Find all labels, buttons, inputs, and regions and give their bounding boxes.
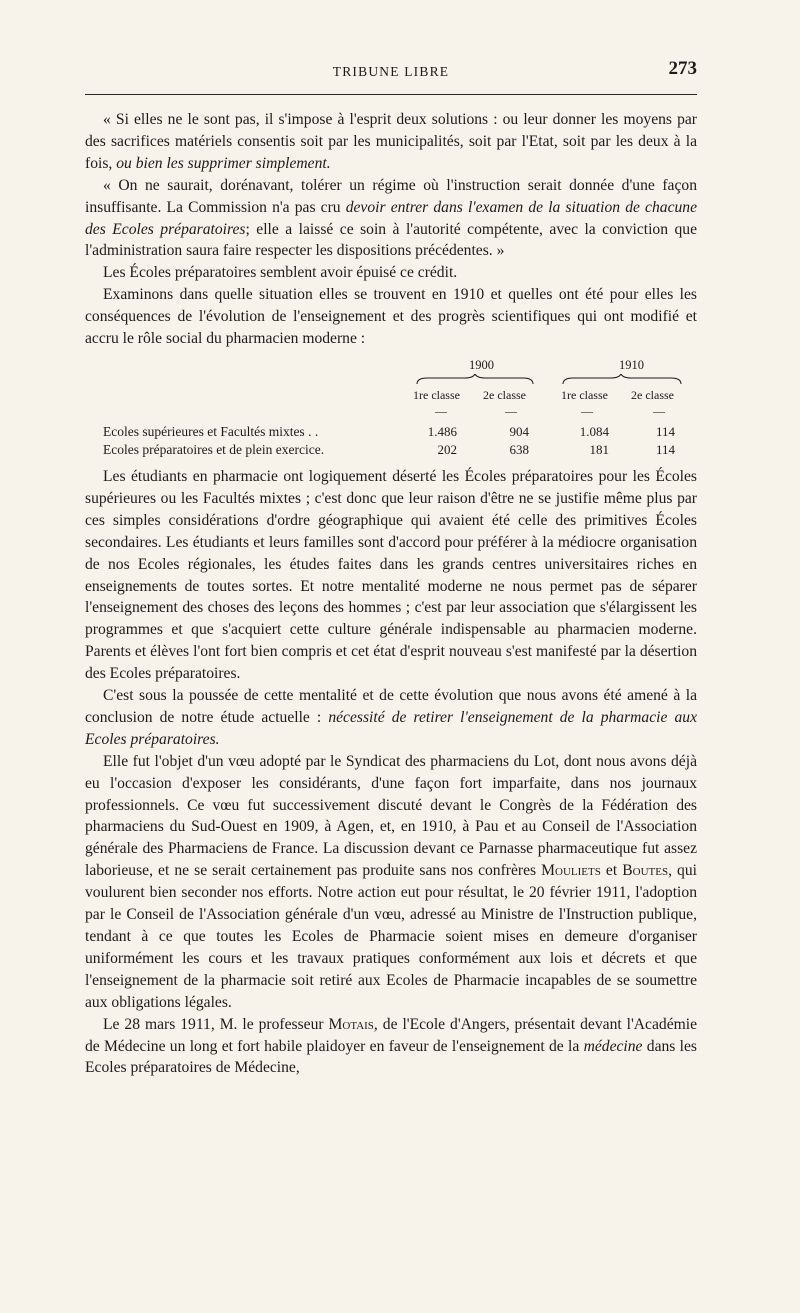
column-dash: — <box>653 403 665 418</box>
class-header-3: 1re classe <box>561 387 608 402</box>
class-header-2: 2e classe <box>483 387 526 402</box>
column-dash: — <box>505 403 517 418</box>
paragraph-4-text: C'est sous la poussée de cette mentalité et de cette évolution que nous avons été amené à la conclusion de notre étude actuelle : <box>85 687 697 726</box>
year-braces <box>415 374 695 386</box>
table-cell: 904 <box>509 423 529 439</box>
column-dash: — <box>581 403 593 418</box>
paragraph-6-text-c: dans les Ecoles préparatoires de Médecine, <box>85 1037 698 1077</box>
quote-emphasis-2: devoir entrer dans l'examen de la situation de chacune des Ecoles préparatoires <box>85 198 698 238</box>
row-label-2: Ecoles préparatoires et de plein exercice. <box>103 441 325 457</box>
running-title: TRIBUNE LIBRE <box>332 64 450 79</box>
table-cell: 181 <box>589 441 609 457</box>
paragraph-3: Les étudiants en pharmacie ont logiquement déserté les Écoles préparatoires pour les Écoles supérieures ou les Facultés mixtes ; c'est donc que leur raison d'être ne se justifie même plus par ces simples considérations d'ordre géographique qui avaient été celle des primitives Écoles secondaires. Les étudiants et leurs familles sont d'accord pour préférer à la médiocre organisation de nos Ecoles régionales, les études faites dans les grands centres universitaires riches en enseignements de toutes sortes. Et notre mentalité moderne ne nous permet pas de séparer l'enseignement des choses des leçons des hommes ; c'est par leur association que s'élargissent les programmes et que s'acquiert cette culture générale indispensable au pharmacien moderne. Parents et élèves l'ont fort bien compris et cet état d'esprit nouveau s'est manifesté par la désertion des Ecoles préparatoires. <box>85 467 697 683</box>
year-header-1910: 1910 <box>619 357 644 372</box>
paragraph-5 <box>85 751 697 1014</box>
table-cell: 202 <box>437 441 457 457</box>
quote-paragraph-2: « On ne saurait, dorénavant, tolérer un régime où l'instruction serait donnée d'une façon insuffisante. La Commission n'a pas cru devoir entrer dans l'examen de la situation de chacune des Ecoles préparatoires; elle a laissé ce soin à l'autorité compétente, avec la conviction que l'administration saura faire respecter les dispositions précédentes. » <box>85 176 698 260</box>
name-mouliets: Mouliets <box>541 862 601 880</box>
paragraph-2: Examinons dans quelle situation elles se trouvent en 1910 et quelles ont été pour elles les conséquences de l'évolution de l'enseignement et des progrès scientifiques qui ont modifié et accru le rôle social du pharmacien moderne : <box>85 286 697 348</box>
paragraph-6 <box>85 1014 697 1080</box>
paragraph-4 <box>85 685 697 751</box>
table-cell: 114 <box>655 441 675 457</box>
paragraph-5-text-b: , qui voulurent bien seconder nos efforts. Notre action eut pour résultat, le 20 février 1911, l'adoption par le Conseil de l'Association générale d'un vœu, adressé au Ministre de l'Instruction publique, tendant à ce que toutes les Ecoles de Pharmacie soient mises en demeure d'organiser uniformément les cours et les travaux pratiques conformément aux lois et décrets et que l'enseignement de la pharmacie soit retiré aux Ecoles de Pharmacie incapables de se soumettre aux obligations légales. <box>85 862 697 1011</box>
quote-text-2: On ne saurait, dorénavant, tolérer un régime où l'instruction serait donnée d'une façon insuffisante. La Commission n'a pas cru <box>85 176 697 216</box>
row-label-1: Ecoles supérieures et Facultés mixtes . . <box>103 423 319 439</box>
name-motais: Motais <box>328 1015 374 1033</box>
paragraph-1: Les Écoles préparatoires semblent avoir épuisé ce crédit. <box>103 264 458 282</box>
page <box>85 58 697 1079</box>
year-header-1900: 1900 <box>469 357 494 372</box>
class-header-4: 2e classe <box>631 387 674 402</box>
paragraph-6-text-b: , de l'Ecole d'Angers, présentait devant l'Académie de Médecine un long et fort habile plaidoyer en faveur de l'enseignement de la <box>85 1015 698 1055</box>
paragraph-6-emphasis: médecine <box>583 1037 643 1055</box>
quote-emphasis-1: ou bien les supprimer simplement. <box>116 154 331 172</box>
statistics-table <box>85 354 697 466</box>
column-dash: — <box>435 403 447 418</box>
quote-text-1: Si elles ne le sont pas, il s'impose à l'esprit deux solutions : ou leur donner les moyens par des sacrifices matériels consentis soit par les municipalités, soit par l'Etat, soit par les deux à la fois, <box>85 111 697 172</box>
table-cell: 1.486 <box>427 423 457 439</box>
paragraph-6-text-a: Le 28 mars 1911, M. le professeur <box>103 1015 324 1033</box>
header-rule <box>85 94 697 95</box>
paragraph-5-text-a: Elle fut l'objet d'un vœu adopté par le Syndicat des pharmaciens du Lot, dont nous avons déjà eu l'occasion d'exposer les considérants, d'une façon fort imparfaite, dans nos journaux professionnels. Ce vœu fut successivement discuté devant le Congrès de la Fédération des pharmaciens du Sud-Ouest en 1909, à Agen, et, en 1910, à Pau et au Conseil de l'Association générale des Pharmaciens de France. La discussion devant ce Parnasse pharmaceutique fut assez laborieuse, et ne se serait certainement pas produite sans nos confrères <box>85 752 697 880</box>
quote-paragraph-1: « Si elles ne le sont pas, il s'impose à l'esprit deux solutions : ou leur donner les moyens par des sacrifices matériels consentis soit par les municipalités, soit par l'Etat, soit par les deux à la fois, ou bien les supprimer simplement. <box>85 111 697 172</box>
table-cell: 638 <box>509 441 529 457</box>
body-text <box>85 109 697 1079</box>
table-cell: 1.084 <box>579 423 609 439</box>
class-header-1: 1re classe <box>413 387 460 402</box>
paragraph-4-emphasis: nécessité de retirer l'enseignement de la pharmacie aux Ecoles préparatoires. <box>85 708 697 748</box>
conjunction: et <box>605 862 618 880</box>
page-header <box>85 58 697 86</box>
quote-text-3: ; elle a laissé ce soin à l'autorité compétente, avec la conviction que l'administration saura faire respecter les dispositions précédentes. » <box>85 220 697 260</box>
table-cell: 114 <box>655 423 675 439</box>
name-boutes: Boutes <box>622 862 669 880</box>
page-number: 273 <box>668 58 697 79</box>
